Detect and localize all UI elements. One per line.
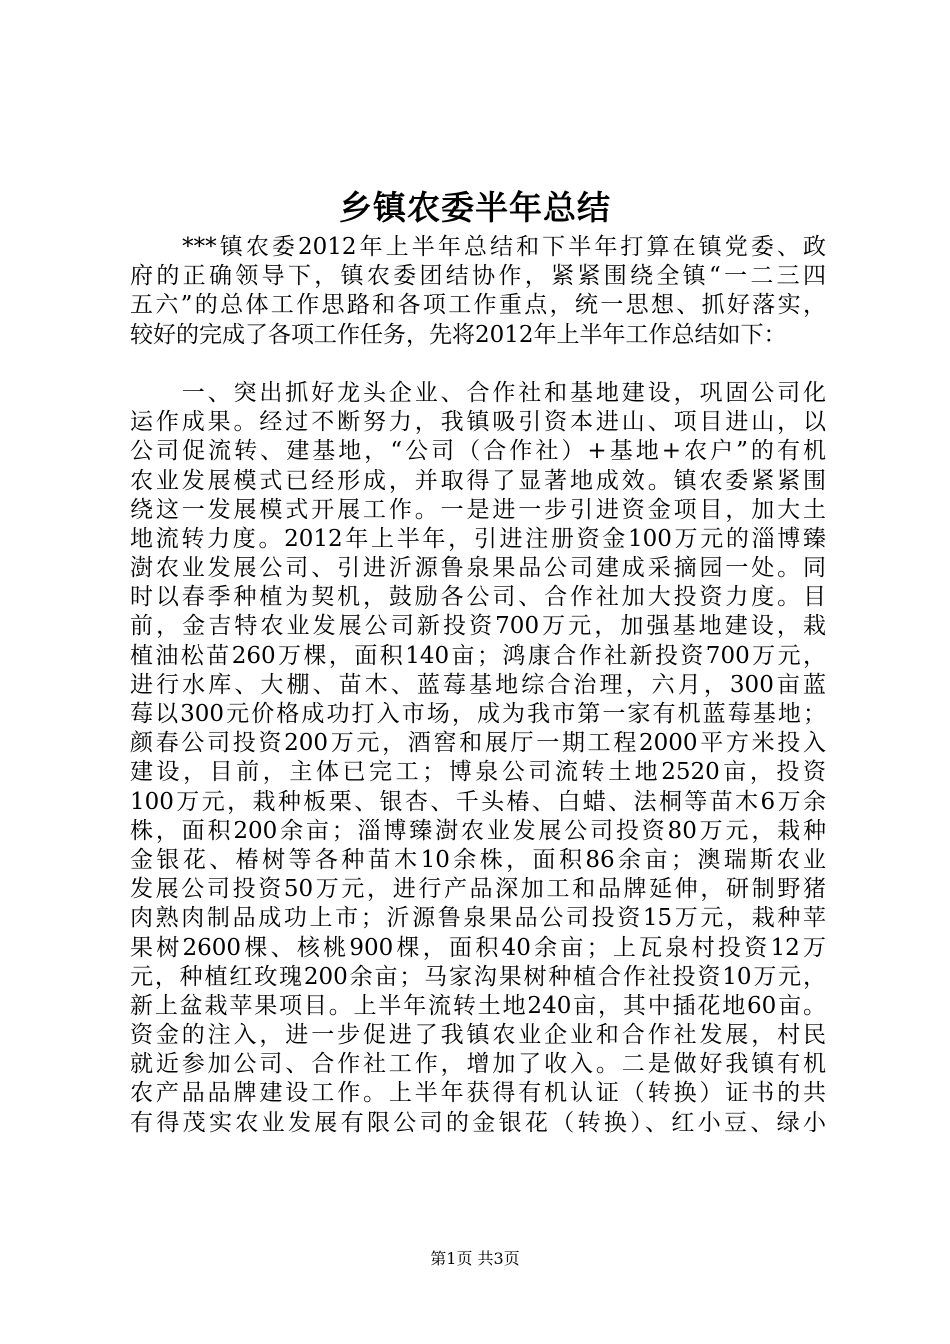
text-line: 地流转力度。2012年上半年，引进注册资金100万元的淄博臻 (130, 525, 826, 552)
text-line: 就近参加公司、合作社工作，增加了收入。二是做好我镇有机 (130, 1051, 826, 1078)
text-line: 果树2600棵、核桃900棵，面积40余亩；上瓦泉村投资12万 (130, 934, 826, 961)
text-line: 100万元，栽种板栗、银杏、千头椿、白蜡、法桐等苗木6万余 (130, 788, 826, 815)
text-line: 五六”的总体工作思路和各项工作重点，统一思想、抓好落实， (130, 292, 826, 319)
text-line: 农产品品牌建设工作。上半年获得有机认证（转换）证书的共 (130, 1080, 826, 1107)
text-line: 莓以300元价格成功打入市场，成为我市第一家有机蓝莓基地； (130, 701, 826, 727)
text-line: 公司促流转、建基地，“公司（合作社）+基地+农户”的有机 (130, 438, 826, 465)
text-line: 运作成果。经过不断努力，我镇吸引资本进山、项目进山，以 (130, 409, 826, 436)
text-line: 植油松苗260万棵，面积140亩；鸿康合作社新投资700万元， (130, 642, 826, 669)
text-line: 时以春季种植为契机，鼓励各公司、合作社加大投资力度。目 (130, 584, 826, 611)
text-line: 新上盆栽苹果项目。上半年流转土地240亩，其中插花地60亩。 (130, 992, 826, 1019)
text-line: 金银花、椿树等各种苗木10余株，面积86余亩；澳瑞斯农业 (130, 846, 826, 873)
text-line: 府的正确领导下，镇农委团结协作，紧紧围绕全镇“一二三四 (130, 263, 826, 290)
text-line: 株，面积200余亩；淄博臻澍农业发展公司投资80万元，栽种 (130, 817, 826, 844)
text-line: ***镇农委2012年上半年总结和下半年打算在镇党委、政 (130, 234, 826, 260)
text-line: 肉熟肉制品成功上市；沂源鲁泉果品公司投资15万元，栽种苹 (130, 905, 826, 932)
text-line: 农业发展模式已经形成，并取得了显著地成效。镇农委紧紧围 (130, 467, 826, 494)
text-line: 建设，目前，主体已完工；博泉公司流转土地2520亩，投资 (130, 759, 826, 786)
text-line: 进行水库、大棚、苗木、蓝莓基地综合治理，六月，300亩蓝 (130, 671, 826, 698)
text-line: 颜春公司投资200万元，酒窖和展厅一期工程2000平方米投入 (130, 730, 826, 757)
page-footer: 第1页 共3页 (430, 1249, 520, 1268)
text-line: 较好的完成了各项工作任务，先将2012年上半年工作总结如下： (130, 321, 787, 348)
document-body (130, 233, 826, 1138)
text-line: 一、突出抓好龙头企业、合作社和基地建设，巩固公司化 (130, 379, 826, 406)
text-line: 前，金吉特农业发展公司新投资700万元，加强基地建设，栽 (130, 613, 826, 640)
text-line: 有得茂实农业发展有限公司的金银花（转换）、红小豆、绿小 (130, 1109, 826, 1136)
text-line: 澍农业发展公司、引进沂源鲁泉果品公司建成采摘园一处。同 (130, 555, 826, 582)
text-line: 元，种植红玫瑰200余亩；马家沟果树种植合作社投资10万元， (130, 963, 826, 990)
text-line: 绕这一发展模式开展工作。一是进一步引进资金项目，加大土 (130, 496, 826, 523)
paragraph-gap (130, 350, 826, 379)
text-line: 发展公司投资50万元，进行产品深加工和品牌延伸，研制野猪 (130, 876, 826, 903)
text-line: 资金的注入，进一步促进了我镇农业企业和合作社发展，村民 (130, 1022, 826, 1049)
page-title: 乡镇农委半年总结 (339, 188, 611, 227)
